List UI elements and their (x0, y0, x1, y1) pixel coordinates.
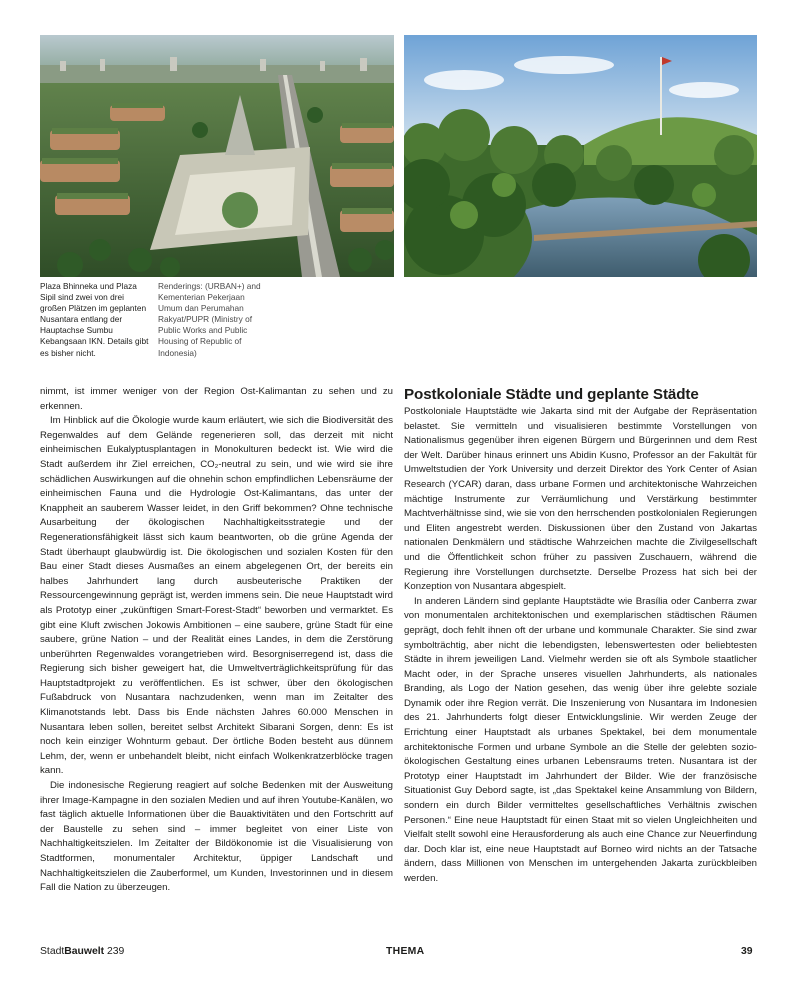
section-label: THEMA (386, 946, 425, 957)
body-paragraph: Im Hinblick auf die Ökologie wurde kaum erläutert, wie sich die Biodiversität des Regenwaldes auf dem Gelände regenerieren soll, das derzeit mit nicht einheimischen Eukalyptusplantagen in Monokulturen bedeckt ist. Wie wird die Stadt außerdem ihr Ziel erreichen, CO₂-neutral zu sein, und wie wird sie ihre schädlichen Auswirkungen auf die ohnehin schon empfindlichen Lebensräume der einheimischen Fauna und die Hydrologie Ost-Kalimantans, das unter der Knappheit an sauberem Wasser leidet, in den Griff bekommen? Ohne technische Ausarbeitung der ökologischen Nachhaltigkeitsstrategie und der Regenerationsfähigkeit lässt sich kaum beantworten, ob die grüne Agenda der Stadt überhaupt glaubwürdig ist. Die ökologischen und sozialen Kosten für den Bau einer Stadt dieses Ausmaßes an einem abgelegenen Ort, der bereits ein halbes Jahrhundert lang durch ausbeuterische Praktiken der Ressourcengewinnung geprägt ist, werden immens sein. Die neue Hauptstadt wird als Prototyp einer „zukünftigen Smart-Forest-Stadt“ beworben und vermarktet. Es gibt eine Kluft zwischen Jokowis Ambitionen – eine saubere, grüne Stadt für eine saubere, grüne Nation – und der Realität eines Landes, in dem die Zerstörung unberührten Regenwaldes vorangetrieben wird. Besorgniserregend ist, dass die Regierung sich bisher geweigert hat, die Umweltverträglichkeitsprüfung für das Hauptstadtprojekt zu veröffentlichen. Es ist schwer, über den ökologischen Fußabdruck von Nusantara nachzudenken, wenn man im Zeitalter des Klimanotstands lebt. Dass bis Ende nächsten Jahres 60.000 Menschen in Nusantara leben sollen, bereitet selbst Architekt Sibarani Sorgen, denn: Es ist noch kein einziger Wohnturm gebaut. Der örtliche Boden besteht aus dünnem Lehm, der, wenn er unbehandelt bleibt, nicht einfach Wolkenkratzerblöcke tragen kann. (40, 415, 393, 777)
magazine-footer (40, 945, 124, 959)
park-lake-illustration (404, 35, 757, 277)
right-text-column (404, 385, 757, 887)
body-paragraph: Die indonesische Regierung reagiert auf solche Bedenken mit der Ausweitung ihrer Image-Kampagne in den sozialen Medien und auf ihren Youtube-Kanälen, wo fast täglich aktuelle Informationen über die Bauaktivitäten und den Fortschritt auf der Baustelle zu sehen sind – immer begleitet von einer Liste von Nachhaltigkeitszielen. Im Zeitalter der Bildökonomie ist die Visualisierung von Stadtformen, monumentaler Architektur, üppiger Landschaft und Nachhaltigkeitszielen die Zauberformel, um Kunden, Investorinnen und in diesem Fall die Nation zu überzeugen. (40, 780, 393, 894)
page-number: 39 (741, 946, 753, 957)
image-caption: Plaza Bhinneka und Plaza Sipil sind zwei von drei großen Plätzen im geplanten Nusantara entlang der Hauptachse Sumbu Kebangsaan IKN. Details gibt es bisher nicht. (40, 281, 149, 358)
body-paragraph: Postkoloniale Hauptstädte wie Jakarta sind mit der Aufgabe der Repräsentation belastet. Sie vermitteln und visualisieren bestimmte Vorstellungen von Nationalismus gegenüber ihren eigenen Bürgern und Bürgerinnen und dem Rest der Welt. Darüber hinaus erinnert uns Abidin Kusno, Professor an der Fakultät für Umweltstudien der York University und derzeit Direktor des York Center of Asian Research (YCAR) daran, dass urbane Formen und architektonische Wahrzeichen mächtige Instrumente zur Verräumlichung und Verstärkung bestimmter Machtverhältnisse sind, wie sie von den herrschenden postkolonialen Regierungen und Eliten angestrebt werden. Diskussionen über den Zustand von Jakartas nationalen Denkmälern und städtische Wahrzeichen machte die Zivilgesellschaft und die Öffentlichkeit schon früher zu passiven Zuschauern, während die Regierung ihre Vorstellungen durchsetzte. Derselbe Prozess hat sich bei der Konzeption von Nusantara abgespielt. (404, 406, 757, 593)
magazine-name-bold: Bauwelt (64, 946, 105, 957)
body-paragraph: nimmt, ist immer weniger von der Region Ost-Kalimantan zu sehen und zu erkennen. (40, 386, 393, 412)
park-rendering-photo (404, 35, 757, 277)
left-text-column (40, 385, 393, 896)
magazine-name-light: Stadt (40, 946, 65, 957)
section-heading: Postkoloniale Städte und geplante Städte (404, 386, 699, 403)
image-credit: Renderings: (URBAN+) and Kementerian Pekerjaan Umum dan Perumahan Rakyat/PUPR (Ministry of Public Works and Public Housing of Republic of Indonesia) (158, 281, 261, 358)
body-paragraph: In anderen Ländern sind geplante Hauptstädte wie Brasília oder Canberra zwar von monumentalen architektonischen und exemplarischen städtischen Räumen geprägt, doch fehlt ihnen oft der urbane und kommunale Charakter. Sie sind zwar symbolträchtig, aber nicht die lebendigsten, lebenswertesten oder beliebtesten Städte in ihrem jeweiligen Land. Vielmehr werden sie oft als Symbole staatlicher Macht oder, in der Sprache unseres visuellen Jahrhunderts, als nationales Branding, als Logo der Nation gesehen, das wenig über ihre gelebte soziale Dynamik oder ihre Region verrät. Die Inszenierung von Nusantara im Indonesien des 21. Jahrhunderts folgt dieser Entwicklungslinie. Wir werden Zeuge der Errichtung einer Hauptstadt als urbanes Spektakel, bei dem monumentale architektonische Formen und urbane Symbole an die Stelle der gelebten sozio-ökologischen Gestaltung eines urbanen Lebensraums treten. Nusantara ist der Prototyp einer Hauptstadt im Jahrhundert der Bilder. Wie der französische Situationist Guy Debord sagte, ist „das Spektakel keine Ansammlung von Bildern, sondern ein durch Bilder vermitteltes gesellschaftliches Verhältnis zwischen Personen.“ Eine neue Hauptstadt für einen Staat mit so vielen Ungleichheiten und Vielfalt stellt sowohl eine Herausforderung als auch eine Chance zur Neuerfindung dar. Doch klar ist, eine neue Hauptstadt auf Borneo wird nichts an der Tatsache ändern, dass Millionen von Menschen im untergehenden Jakarta zurückbleiben werden. (404, 595, 757, 884)
issue-number: 239 (107, 946, 125, 957)
aerial-rendering-photo (40, 35, 394, 277)
aerial-city-illustration (40, 35, 394, 277)
